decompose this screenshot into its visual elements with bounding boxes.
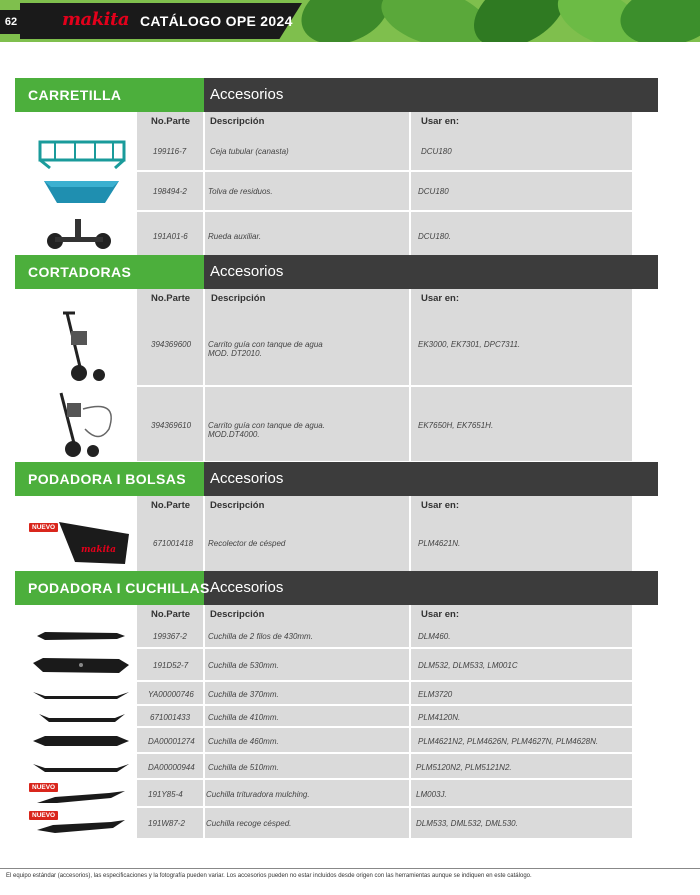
part-number: 198494-2 [153,187,187,196]
catalog-title: CATÁLOGO OPE 2024 [140,13,293,29]
use-on: DCU180 [418,187,449,196]
accessories-label: Accesorios [210,263,284,280]
description: Carrito guía con tanque de agua. MOD.DT4000. [208,421,325,439]
use-on: DLM533, DML532, DML530. [416,819,518,828]
page-header [0,0,700,42]
use-on: EK3000, EK7301, DPC7311. [418,340,521,349]
blade-image [35,789,127,807]
use-on: LM003J. [416,790,447,799]
col-use-header: Usar en: [421,500,460,511]
use-on: DCU180 [421,147,452,156]
part-number: YA00000746 [148,690,194,699]
part-number: 191W87-2 [148,819,185,828]
part-number: 671001418 [153,539,194,548]
table-row [15,649,632,682]
table-row [15,514,632,571]
description: Cuchilla de 510mm. [208,763,279,772]
part-number: 191Y85-4 [148,790,183,799]
blade-image [31,687,131,701]
use-on: DCU180. [418,232,451,241]
use-on: EK7650H, EK7651H. [418,421,494,430]
grass-bag-image [55,516,133,568]
part-number: 394369610 [151,421,192,430]
part-number: DA00001274 [148,737,195,746]
new-badge: NUEVO [29,811,58,820]
new-badge: NUEVO [29,523,58,532]
section-title: PODADORA I CUCHILLAS [28,580,210,596]
use-on: DLM460. [418,632,451,641]
description: Rueda auxiliar. [208,232,262,241]
makita-logo: makita [62,9,129,30]
description: Cuchilla trituradora mulching. [206,790,310,799]
table-row [15,706,632,728]
description: Cuchilla de 2 filos de 430mm. [208,632,313,641]
table-row [15,212,632,255]
col-description-header: Descripción [210,609,265,620]
table-row [15,307,632,387]
table-row [15,780,632,808]
col-part-header: No.Parte [151,500,191,511]
table-bolsas [15,496,632,571]
table-carretilla [15,112,632,255]
col-description-header: Descripción [210,116,265,127]
col-description-header: Descripción [210,500,265,511]
col-use-header: Usar en: [421,116,460,127]
part-number: 199116-7 [153,147,187,156]
part-number: 394369600 [151,340,192,349]
description: Cuchilla de 410mm. [208,713,279,722]
description: Recolector de césped [208,539,286,548]
section-banner-cuchillas [15,571,658,605]
blade-image [31,655,131,677]
use-on: PLM4120N. [418,713,461,722]
table-row [15,134,632,172]
section-banner-carretilla [15,78,658,112]
section-banner-bolsas [15,462,658,496]
use-on: PLM5120N2, PLM5121N2. [416,763,512,772]
blade-image [31,759,131,775]
svg-text:makita: makita [81,545,116,555]
use-on: DLM532, DLM533, LM001C [418,661,518,670]
basket-rack-image [35,136,130,170]
hopper-image [39,175,124,209]
part-number: 199367-2 [153,632,187,641]
description: Ceja tubular (canasta) [210,147,289,156]
col-use-header: Usar en: [421,609,460,620]
blade-image [37,710,127,724]
section-title: CORTADORAS [28,264,132,280]
disclaimer-text: El equipo estándar (accesorios), las especificaciones y la fotografía pueden variar. Los accesorios pueden no estar incluidos desde origen con las herramientas aunque se indiquen en este catálogo. [6,873,532,879]
page-number: 62 [0,10,22,34]
table-row [15,808,632,838]
table-row [15,754,632,780]
description: Tolva de residuos. [208,187,273,196]
guide-cart-image [49,389,124,459]
col-part-header: No.Parte [151,116,191,127]
part-number: 191D52-7 [153,661,189,670]
section-title: CARRETILLA [28,87,122,103]
section-banner-cortadoras [15,255,658,289]
description: Cuchilla recoge césped. [206,819,292,828]
table-row [15,387,632,461]
guide-cart-image [53,309,113,385]
col-description-header: Descripción [211,293,266,304]
accessories-label: Accesorios [210,470,284,487]
accessories-label: Accesorios [210,86,284,103]
blade-image [35,818,127,836]
leaf-decoration [616,0,700,42]
use-on: PLM4621N2, PLM4626N, PLM4627N, PLM4628N. [418,737,599,746]
table-row [15,172,632,212]
description: Cuchilla de 460mm. [208,737,279,746]
new-badge: NUEVO [29,783,58,792]
section-title: PODADORA I BOLSAS [28,471,186,487]
col-use-header: Usar en: [421,293,460,304]
use-on: PLM4621N. [418,539,461,548]
part-number: 671001433 [150,713,191,722]
description: Cuchilla de 370mm. [208,690,279,699]
part-number: DA00000944 [148,763,195,772]
table-cuchillas [15,605,632,838]
table-row [15,728,632,754]
auxiliary-wheel-image [45,215,115,253]
table-row [15,623,632,649]
col-part-header: No.Parte [151,609,191,620]
description: Cuchilla de 530mm. [208,661,279,670]
accessories-label: Accesorios [210,579,284,596]
table-cortadoras [15,289,632,461]
part-number: 191A01-6 [153,232,188,241]
blade-image [31,733,131,749]
description: Carrito guía con tanque de agua MOD. DT2010. [208,340,323,358]
table-row [15,682,632,706]
col-part-header: No.Parte [151,293,191,304]
page-footer [0,868,700,895]
use-on: ELM3720 [418,690,453,699]
blade-image [35,629,127,643]
